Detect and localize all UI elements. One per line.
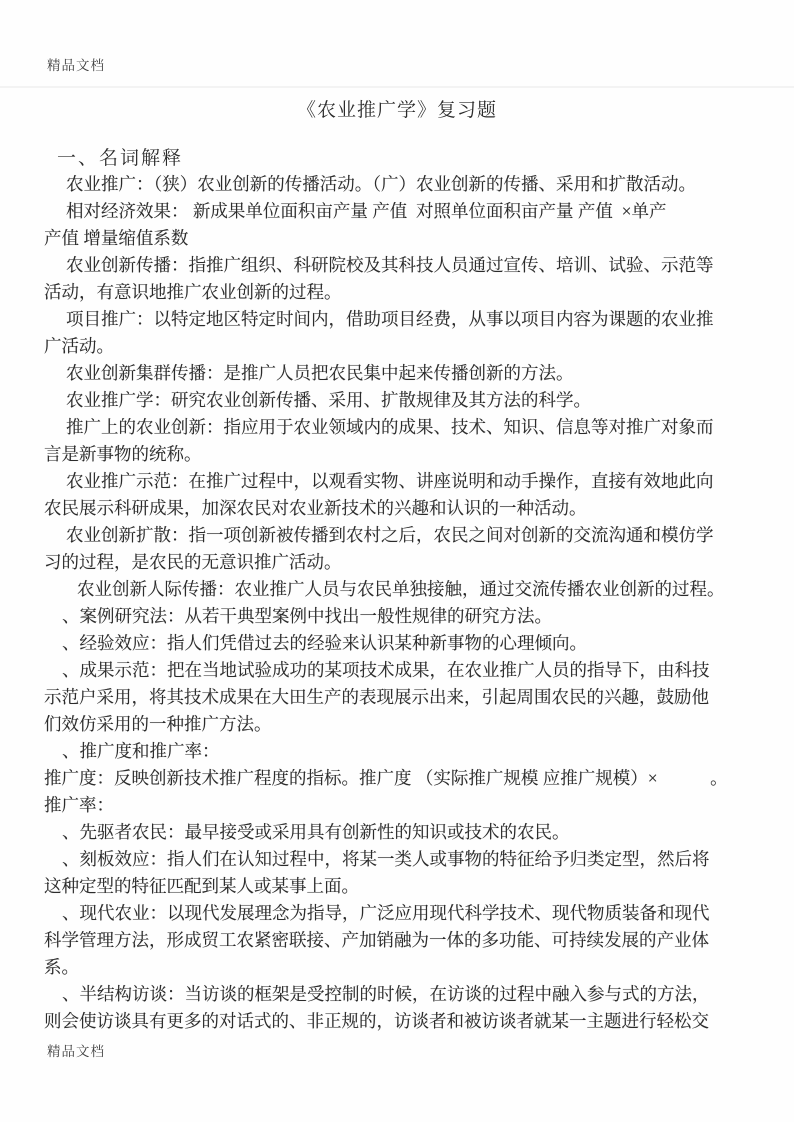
text-line: 这种定型的特征匹配到某人或某事上面。: [44, 876, 359, 896]
document-body: [44, 171, 766, 1035]
text-line: 、案例研究法：从若干典型案例中找出一般性规律的研究方法。: [62, 606, 552, 626]
text-line: 农业推广：（狭）农业创新的传播活动。（广）农业创新的传播、采用和扩散活动。: [66, 174, 696, 194]
text-line: 科学管理方法，形成贸工农紧密联接、产加销融为一体的多功能、可持续发展的产业体: [44, 930, 709, 950]
text-line: 广活动。: [44, 336, 114, 356]
text-line: 产值 增量缩值系数: [44, 228, 189, 248]
document-title: 《农业推广学》复习题: [296, 100, 497, 121]
text-line: 相对经济效果： 新成果单位面积亩产量 产值 对照单位面积亩产量 产值 ×单产: [66, 201, 667, 221]
text-line: 推广度：反映创新技术推广程度的指标。推广度 （实际推广规模 应推广规模）× 。: [44, 768, 728, 788]
text-line: 习的过程，是农民的无意识推广活动。: [44, 552, 342, 572]
text-line: 、现代农业：以现代发展理念为指导，广泛应用现代科学技术、现代物质装备和现代: [62, 903, 710, 923]
text-line: 则会使访谈具有更多的对话式的、非正规的，访谈者和被访谈者就某一主题进行轻松交: [44, 1011, 709, 1031]
text-line: 农业创新集群传播：是推广人员把农民集中起来传播创新的方法。: [66, 363, 574, 383]
text-line: 、成果示范：把在当地试验成功的某项技术成果，在农业推广人员的指导下，由科技: [62, 660, 710, 680]
scan-artifact-line: [0, 86, 794, 88]
section-heading: 一、名词解释: [57, 148, 184, 169]
text-line: 推广率：: [44, 795, 114, 815]
text-line: 活动，有意识地推广农业创新的过程。: [44, 282, 342, 302]
text-line: 农业创新传播：指推广组织、科研院校及其科技人员通过宣传、培训、试验、示范等: [66, 255, 714, 275]
text-line: 农业创新人际传播：农业推广人员与农民单独接触，通过交流传播农业创新的过程。: [77, 579, 725, 599]
text-line: 农业创新扩散：指一项创新被传播到农村之后，农民之间对创新的交流沟通和模仿学: [66, 525, 714, 545]
text-line: 农业推广示范：在推广过程中，以观看实物、讲座说明和动手操作，直接有效地此向: [66, 471, 714, 491]
watermark-top: 精品文档: [47, 58, 105, 73]
text-line: 系。: [44, 957, 79, 977]
text-line: 们效仿采用的一种推广方法。: [44, 714, 272, 734]
text-line: 示范户采用，将其技术成果在大田生产的表现展示出来，引起周围农民的兴趣，鼓励他: [44, 687, 709, 707]
text-line: 推广上的农业创新：指应用于农业领域内的成果、技术、知识、信息等对推广对象而: [66, 417, 714, 437]
text-line: 、半结构访谈：当访谈的框架是受控制的时候，在访谈的过程中融入参与式的方法，: [62, 984, 710, 1004]
text-line: 、推广度和推广率：: [62, 741, 220, 761]
watermark-bottom: 精品文档: [47, 1044, 105, 1059]
text-line: 项目推广：以特定地区特定时间内，借助项目经费，从事以项目内容为课题的农业推: [66, 309, 714, 329]
text-line: 言是新事物的统称。: [44, 444, 202, 464]
text-line: 、先驱者农民：最早接受或采用具有创新性的知识或技术的农民。: [62, 822, 570, 842]
text-line: 农业推广学：研究农业创新传播、采用、扩散规律及其方法的科学。: [66, 390, 591, 410]
text-line: 、经验效应：指人们凭借过去的经验来认识某种新事物的心理倾向。: [62, 633, 587, 653]
text-line: 农民展示科研成果，加深农民对农业新技术的兴趣和认识的一种活动。: [44, 498, 587, 518]
text-line: 、刻板效应：指人们在认知过程中，将某一类人或事物的特征给予归类定型，然后将: [62, 849, 710, 869]
